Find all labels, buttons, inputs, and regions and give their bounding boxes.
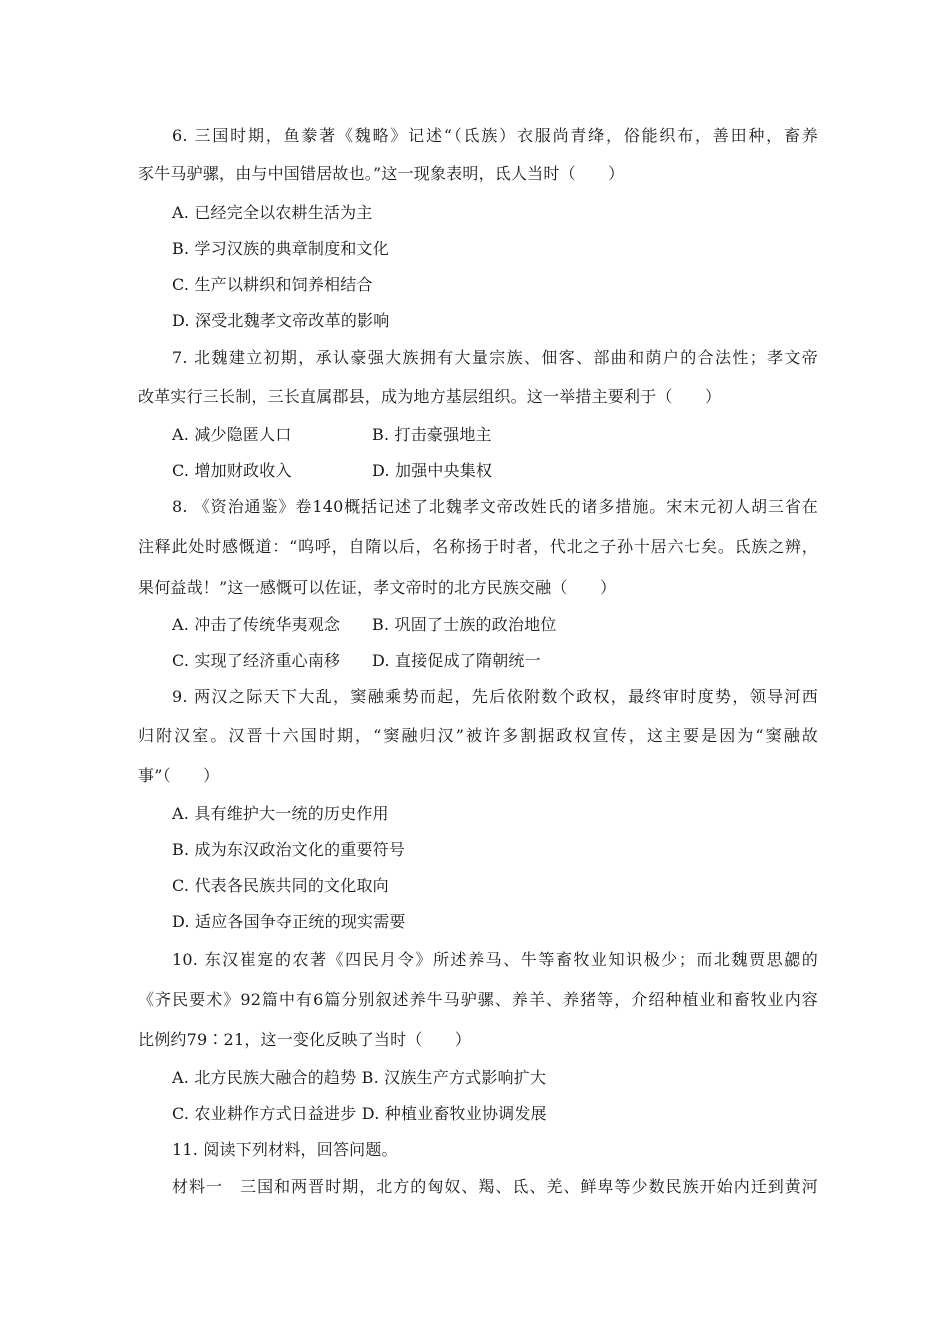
q11-stem-line-1: 11. 阅读下列材料，回答问题。 xyxy=(172,1140,398,1159)
q7-option-a: A. 减少隐匿人口 xyxy=(172,425,292,444)
q10-stem-line-2: 《齐民要术》92篇中有6篇分别叙述养牛马驴骡、养羊、养猪等，介绍种植业和畜牧业内容 xyxy=(138,990,818,1009)
q10-stem-line-3: 比例约79∶21，这一变化反映了当时（ ） xyxy=(138,1030,472,1049)
q8-option-d: D. 直接促成了隋朝统一 xyxy=(372,651,541,670)
q7-stem-line-1: 7. 北魏建立初期，承认豪强大族拥有大量宗族、佃客、部曲和荫户的合法性；孝文帝 xyxy=(172,348,818,367)
q8-stem-line-3: 果何益哉！”这一感慨可以佐证，孝文帝时的北方民族交融（ ） xyxy=(138,578,617,597)
q6-stem-line-1: 6. 三国时期，鱼豢著《魏略》记述“（氐族）衣服尚青绛，俗能织布，善田种，畜养 xyxy=(172,126,818,145)
q7-option-c: C. 增加财政收入 xyxy=(172,461,292,480)
q9-option-c: C. 代表各民族共同的文化取向 xyxy=(172,876,389,895)
q9-stem-line-2: 归附汉室。汉晋十六国时期，“窦融归汉”被许多割据政权宣传，这主要是因为“窦融故 xyxy=(138,726,818,745)
q6-option-d: D. 深受北魏孝文帝改革的影响 xyxy=(172,311,390,330)
q9-stem-line-1: 9. 两汉之际天下大乱，窦融乘势而起，先后依附数个政权，最终审时度势，领导河西 xyxy=(172,687,818,706)
q8-stem-line-2: 注释此处时感慨道：“呜呼，自隋以后，名称扬于时者，代北之子孙十居六七矣。氐族之辨， xyxy=(138,537,818,556)
q7-stem-line-2: 改革实行三长制，三长直属郡县，成为地方基层组织。这一举措主要利于（ ） xyxy=(138,387,722,406)
q10-option-ab: A. 北方民族大融合的趋势 B. 汉族生产方式影响扩大 xyxy=(172,1068,547,1087)
q7-option-d: D. 加强中央集权 xyxy=(372,461,493,480)
q9-option-b: B. 成为东汉政治文化的重要符号 xyxy=(172,840,406,859)
q6-option-b: B. 学习汉族的典章制度和文化 xyxy=(172,239,389,258)
q6-stem-line-2: 豕牛马驴骡，由与中国错居故也。”这一现象表明，氐人当时（ ） xyxy=(138,164,625,183)
q9-option-d: D. 适应各国争夺正统的现实需要 xyxy=(172,912,406,931)
q6-option-a: A. 已经完全以农耕生活为主 xyxy=(172,203,373,222)
q8-option-c: C. 实现了经济重心南移 xyxy=(172,651,341,670)
q8-stem-line-1: 8. 《资治通鉴》卷140概括记述了北魏孝文帝改姓氏的诸多措施。宋末元初人胡三省在 xyxy=(172,497,818,516)
q10-stem-line-1: 10. 东汉崔寔的农著《四民月令》所述养马、牛等畜牧业知识极少；而北魏贾思勰的 xyxy=(172,950,818,969)
q10-option-cd: C. 农业耕作方式日益进步 D. 种植业畜牧业协调发展 xyxy=(172,1104,547,1123)
q7-option-b: B. 打击豪强地主 xyxy=(372,425,492,444)
q9-option-a: A. 具有维护大一统的历史作用 xyxy=(172,804,389,823)
q8-option-b: B. 巩固了士族的政治地位 xyxy=(372,615,557,634)
q11-material-1-line: 材料一 三国和两晋时期，北方的匈奴、羯、氐、羌、鲜卑等少数民族开始内迁到黄河 xyxy=(172,1177,818,1196)
q6-option-c: C. 生产以耕织和饲养相结合 xyxy=(172,275,373,294)
q8-option-a: A. 冲击了传统华夷观念 xyxy=(172,615,341,634)
q9-stem-line-3: 事”（ ） xyxy=(138,766,220,785)
